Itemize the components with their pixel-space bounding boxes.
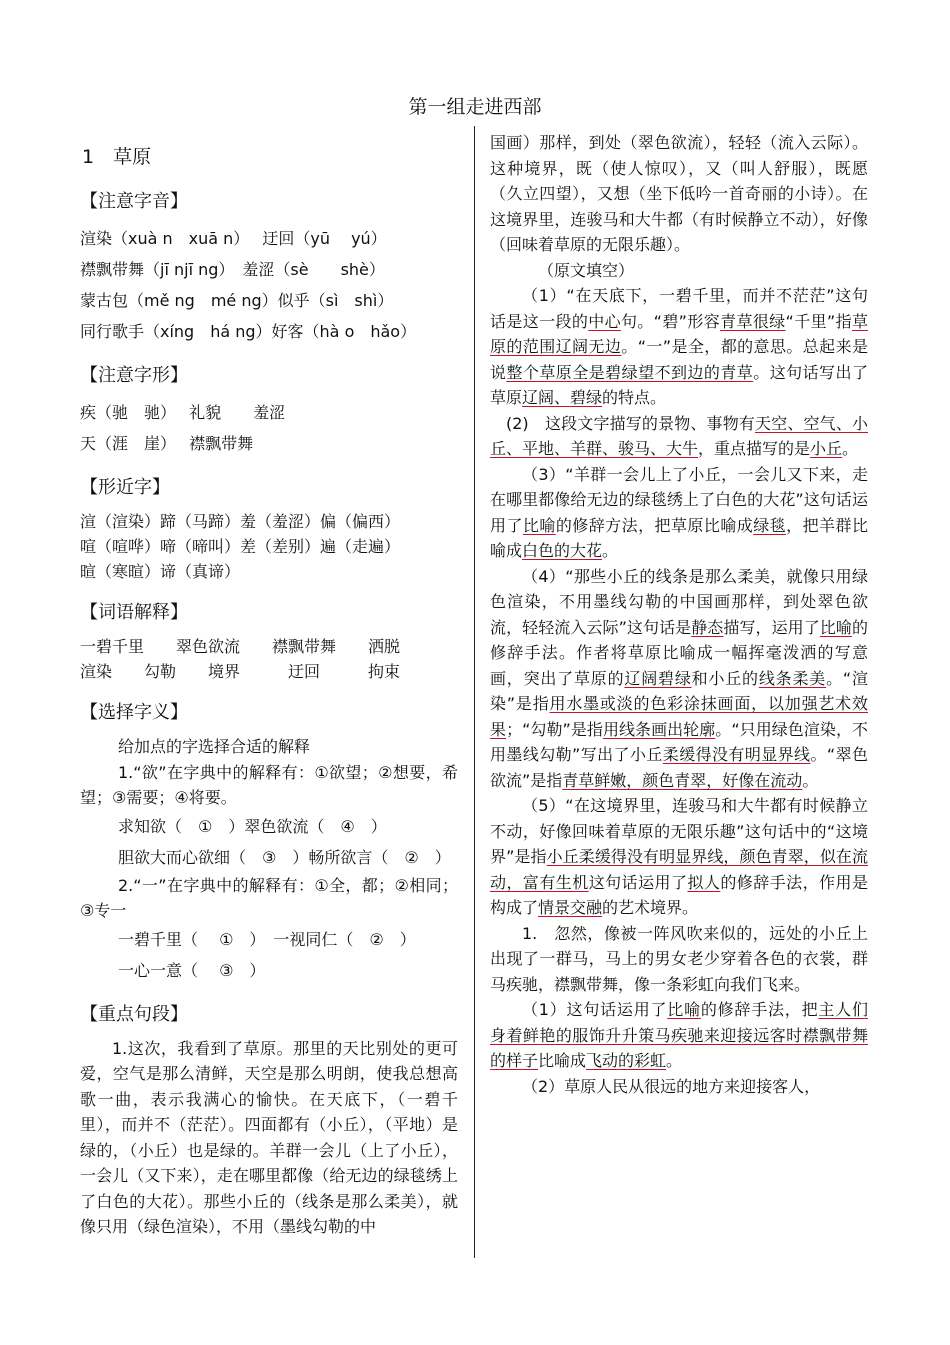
pron-row: 渲染（xuà n xuā n） 迂回（yū yú） [80,229,387,248]
key-paragraph: 1.这次，我看到了草原。那里的天比别处的更可爱，空气是那么清鲜，天空是那么明朗，使我总想高歌一曲，表示我满心的愉快。在天底下，（一碧千里），而并不（茫茫）。四面都有（小丘），（平地）是绿的，（小丘）也是绿的。羊群一会儿（上了小丘），一会儿（又下来），走在哪里都像（给无边的绿毯绣上了白色的大花）。那些小丘的（线条是那么柔美），就像只用（绿色渲染），不用（墨线勾勒的中 [80,1038,458,1236]
section-pronunciation: 【注意字音】 [80,191,188,212]
section-similar: 【形近字】 [80,477,170,498]
fill-q3: （3）“羊群一会儿上了小丘，一会儿又下来，走在哪里都像给无边的绿毯绣上了白色的大花”这句话运用了比喻的修辞方法，把草原比喻成绿毯，把羊群比喻成白色的大花。 [490,464,868,560]
similar-row: 暄（寒暄）谛（真谛） [80,562,241,581]
fill-q6: （1）这句话运用了比喻的修辞手法，把主人们身着鲜艳的服饰升升策马疾驰来迎接远客时襟飘带舞的样子比喻成飞动的彩虹。 [490,1000,868,1070]
vocab-row: 一碧千里 翠色欲流 襟飘带舞 洒脱 [80,637,401,656]
fill-q5: （5）“在这境界里，连骏马和大牛都有时候静立不动，好像回味着草原的无限乐趣”这句话中的“这境界”是指小丘柔缓得没有明显界线，颜色青翠，似在流动，富有生机这句话运用了拟人的修辞手法，作用是构成了情景交融的艺术境界。 [490,796,868,917]
glyph-row: 疾（驰 驰） 礼貌 羞涩 [80,403,286,422]
right-paragraph-continued: 国画）那样，到处（翠色欲流），轻轻（流入云际）。这种境界，既（使人惊叹），又（叫人舒服），既愿（久立四望），又想（坐下低吟一首奇丽的小诗）。在这境界里，连骏马和大牛都（有时候静立不动），好像（回味着草原的无限乐趣）。 [490,133,868,254]
glyph-row: 天（涯 崖） 襟飘带舞 [80,434,254,453]
similar-row: 喧（喧哗）啼（啼叫）差（差别）遍（走遍） [80,537,401,556]
fill-q2: (2) 这段文字描写的景物、事物有天空、空气、小丘、平地、羊群、骏马、大牛，重点描写的是小丘。 [490,413,868,458]
meaning-q2-b: 一心一意（ ③ ） [118,960,266,980]
lesson-title: 1 草原 [82,146,152,168]
paragraph-2: 1. 忽然，像被一阵风吹来似的，远处的小丘上出现了一群马，马上的男女老少穿着各色的衣裳，群马疾驰，襟飘带舞，像一条彩虹向我们飞来。 [490,923,868,994]
page-title: 第一组走进西部 [408,96,542,118]
section-vocab: 【词语解释】 [80,602,188,623]
right-column [490,130,868,1099]
section-key: 【重点句段】 [80,1003,188,1025]
similar-row: 渲（渲染）蹄（马蹄）羞（羞涩）偏（偏西） [80,512,401,531]
meaning-intro: 给加点的字选择合适的解释 [118,737,311,756]
pron-row: 襟飘带舞（jī njī ng） 羞涩（sè shè） [80,260,385,279]
column-divider [474,126,475,1258]
fill-q7: （2）草原人民从很远的地方来迎接客人， [522,1076,821,1096]
fill-q1: （1）“在天底下，一碧千里，而并不茫茫”这句话是这一段的中心句。“碧”形容青草很绿“千里”指草原的范围辽阔无边。“一”是全，都的意思。总起来是说整个草原全是碧绿望不到边的青草。这句话写出了草原辽阔、碧绿的特点。 [490,286,868,407]
section-meaning: 【选择字义】 [80,702,188,723]
fill-q4: （4）“那些小丘的线条是那么柔美，就像只用绿色渲染，不用墨线勾勒的中国画那样，到处翠色欲流，轻轻流入云际”这句话是静态描写，运用了比喻的修辞手法。作者将草原比喻成一幅挥毫泼洒的写意画，突出了草原的辽阔碧绿和小丘的线条柔美。“渲染”是指用水墨或淡的色彩涂抹画面，以加强艺术效果；“勾勒”是指用线条画出轮廓。“只用绿色渲染，不用墨线勾勒”写出了小丘柔缓得没有明显界线。“翠色欲流”是指青草鲜嫩，颜色青翠，好像在流动。 [490,566,868,790]
meaning-q2-a: 一碧千里（ ① ） 一视同仁（ ② ） [118,929,416,949]
vocab-row: 渲染 勾勒 境界 迂回 拘束 [80,662,401,681]
pron-row: 同行歌手（xíng há ng）好客（hà o hǎo） [80,322,417,341]
pron-row: 蒙古包（mě ng mé ng）似乎（sì shì） [80,291,394,310]
section-glyph: 【注意字形】 [80,365,188,386]
meaning-q2: 2.“一”在字典中的解释有：①全，都；②相同；③专一 [80,875,458,920]
fill-title: （原文填空） [538,260,635,280]
meaning-q1-b: 胆欲大而心欲细（ ③ ）畅所欲言（ ② ） [118,847,451,867]
meaning-q1-a: 求知欲（ ① ）翠色欲流（ ④ ） [118,816,387,836]
meaning-q1: 1.“欲”在字典中的解释有：①欲望；②想要，希望；③需要；④将要。 [80,762,458,807]
left-column [80,130,458,1240]
